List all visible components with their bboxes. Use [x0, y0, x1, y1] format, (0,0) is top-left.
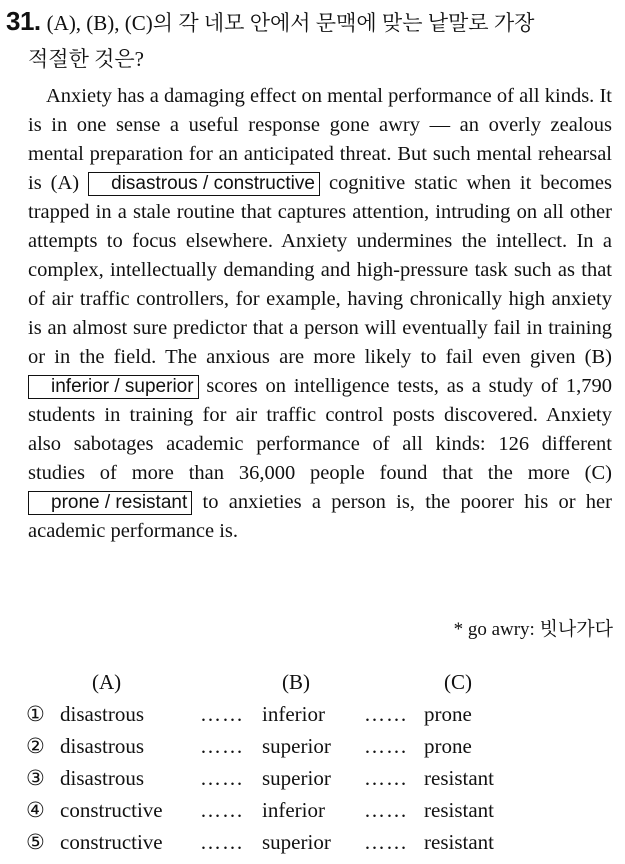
option-b-word: superior	[262, 830, 331, 854]
question-header	[6, 6, 616, 73]
footnote: * go awry: 빗나가다	[453, 619, 613, 640]
choice-box-b: inferior / superior	[28, 375, 199, 399]
passage-paragraph	[28, 82, 612, 546]
passage-text-4: to anxieties a person is, the poorer his or her academic performance is.	[28, 491, 612, 542]
option-b-word: inferior	[262, 702, 325, 726]
header-a: (A)	[92, 670, 122, 694]
option-row-3[interactable]	[26, 766, 586, 798]
question-number: 31.	[6, 6, 41, 36]
option-number[interactable]: ③	[26, 766, 45, 790]
option-row-2[interactable]	[26, 734, 586, 766]
options-header	[26, 670, 586, 702]
option-number[interactable]: ⑤	[26, 830, 45, 854]
passage-text-2: cognitive static when it becomes trapped in a stale routine that captures attention, intruding on all other attempts to focus elsewhere. Anxiety undermines the intellect. In a complex, intellectually demanding and high-pressure task such as that of air traffic controllers, for example, having chronically high anxiety is an almost sure predictor that a person will eventually fail in training or in the field. The anxious are more likely to fail even given (B)	[28, 172, 613, 368]
option-c-word: prone	[424, 702, 472, 726]
header-c: (C)	[444, 670, 472, 694]
leader-dots: ……	[364, 734, 408, 758]
option-row-1[interactable]	[26, 702, 586, 734]
option-number[interactable]: ①	[26, 702, 45, 726]
option-a-word: constructive	[60, 830, 163, 854]
option-a-word: disastrous	[60, 702, 144, 726]
option-c-word: prone	[424, 734, 472, 758]
reading-passage	[28, 82, 612, 546]
option-number[interactable]: ④	[26, 798, 45, 822]
option-a-word: disastrous	[60, 734, 144, 758]
leader-dots: ……	[364, 830, 408, 854]
option-a-word: constructive	[60, 798, 163, 822]
choice-box-c: prone / resistant	[28, 491, 192, 515]
option-number[interactable]: ②	[26, 734, 45, 758]
passage-text-3: scores on intelligence tests, as a study of 1,790 students in training for air traffic control posts discovered. Anxiety also sabotages academic performance of all kinds: 126 different studies of more than 36,000 people found that the more (C)	[28, 375, 612, 484]
choice-box-a: disastrous / constructive	[88, 172, 320, 196]
option-c-word: resistant	[424, 798, 494, 822]
option-row-5[interactable]	[26, 830, 586, 862]
leader-dots: ……	[200, 766, 244, 790]
header-b: (B)	[282, 670, 310, 694]
leader-dots: ……	[364, 798, 408, 822]
option-b-word: superior	[262, 734, 331, 758]
question-prompt-continued: 적절한 것은?	[28, 47, 145, 71]
option-b-word: inferior	[262, 798, 325, 822]
answer-options	[26, 670, 586, 862]
leader-dots: ……	[364, 702, 408, 726]
leader-dots: ……	[200, 830, 244, 854]
option-a-word: disastrous	[60, 766, 144, 790]
leader-dots: ……	[200, 702, 244, 726]
option-b-word: superior	[262, 766, 331, 790]
leader-dots: ……	[200, 734, 244, 758]
leader-dots: ……	[364, 766, 408, 790]
option-c-word: resistant	[424, 830, 494, 854]
option-row-4[interactable]	[26, 798, 586, 830]
passage-text-1: Anxiety has a damaging effect on mental performance of all kinds. It is in one sense a useful response gone awry ― an overly zealous mental preparation for an anticipated threat. But such mental rehearsal is (A)	[28, 85, 612, 194]
question-prompt: (A), (B), (C)의 각 네모 안에서 문맥에 맞는 낱말로 가장	[46, 11, 535, 35]
leader-dots: ……	[200, 798, 244, 822]
option-c-word: resistant	[424, 766, 494, 790]
